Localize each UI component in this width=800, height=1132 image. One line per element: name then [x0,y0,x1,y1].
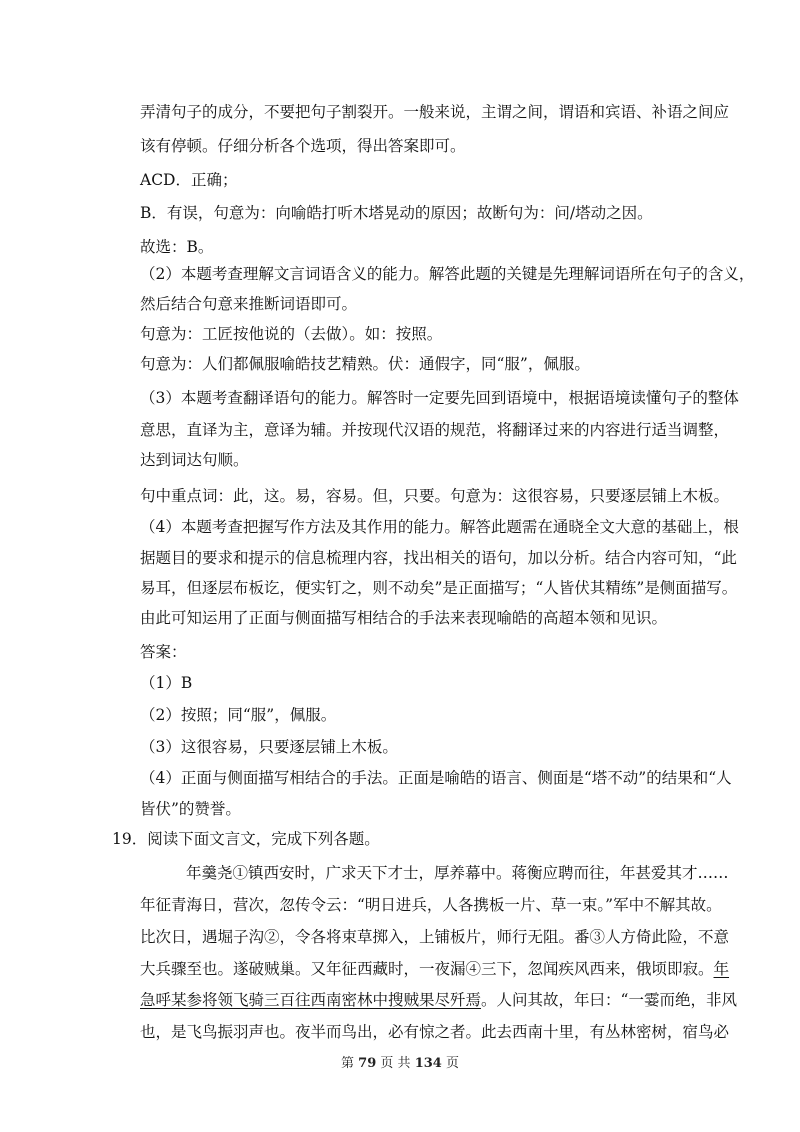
text-line: B．有误，句意为：向喻皓打听木塔晃动的原因；故断句为：问/塔动之因。 [140,204,653,222]
question-heading [112,829,380,849]
passage-line: 年征青海日，营次，忽传令云：“明日进兵，人各携板一片、草一束。”军中不解其故。 [140,896,722,914]
text-line: 由此可知运用了正面与侧面描写相结合的手法来表现喻皓的高超本领和见识。 [140,609,668,627]
footer-prefix: 第 [341,1056,355,1071]
page-footer [0,1052,800,1071]
question-number: 19． [112,830,148,848]
passage-line: 比次日，遇堀子沟②，令各将束草掷入，上铺板片，师行无阻。番③人方倚此险，不意 [140,928,730,946]
text-line: 故选：B。 [140,238,214,256]
text-line: 意思，直译为主，意译为辅。并按现代汉语的规范，将翻译过来的内容进行适当调整， [140,421,730,439]
passage-line [140,959,729,979]
passage-text: 。人问其故，年曰：“一霎而绝，非风 [481,991,737,1009]
text-line: 答案： [140,643,187,661]
text-line: 然后结合句意来推断词语即可。 [140,295,358,313]
text-line: （3）这很容易，只要逐层铺上木板。 [140,738,398,756]
footer-middle: 页 共 [380,1056,411,1071]
passage-text: 大兵骤至也。遂破贼巢。又年征西藏时，一夜漏④三下，忽闻疾风西来，俄顷即寂。 [140,960,714,978]
text-line: （3）本题考查翻译语句的能力。解答时一定要先回到语境中，根据语境读懂句子的整体 [140,389,739,407]
text-line: 句意为：工匠按他说的（去做）。如：按照。 [140,325,443,343]
text-line: （2）本题考查理解文言词语含义的能力。解答此题的关键是先理解词语所在句子的含义， [140,265,755,283]
question-prompt: 阅读下面文言文，完成下列各题。 [147,830,380,848]
underlined-text: 年 [713,960,730,978]
page-number: 79 [358,1056,377,1071]
text-line: 达到词达句顺。 [140,451,249,469]
text-line: （4）正面与侧面描写相结合的手法。正面是喻皓的语言、侧面是“塔不动”的结果和“人 [140,769,732,787]
passage-line: 也，是飞鸟振羽声也。夜半而鸟出，必有惊之者。此去西南十里，有丛林密树，宿鸟必 [140,1023,730,1041]
text-line: （2）按照；同“服”，佩服。 [140,706,337,724]
text-line: 该有停顿。仔细分析各个选项，得出答案即可。 [140,137,466,155]
text-line: 弄清句子的成分，不要把句子割裂开。一般来说，主谓之间，谓语和宾语、补语之间应 [140,103,730,121]
text-line: （1）B [140,674,193,692]
passage-line [140,990,737,1010]
text-line: 句中重点词：此，这。易，容易。但，只要。句意为：这很容易，只要逐层铺上木板。 [140,487,730,505]
text-line: ACD．正确； [140,171,238,189]
text-line: 易耳，但逐层布板讫，便实钉之，则不动矣”是正面描写；“人皆伏其精练”是侧面描写。 [140,579,738,597]
text-line: 皆伏”的赞誉。 [140,800,241,818]
total-pages: 134 [414,1056,442,1071]
text-line: 据题目的要求和提示的信息梳理内容，找出相关的语句，加以分析。结合内容可知，“此 [140,549,737,567]
passage-line: 年羹尧①镇西安时，广求天下才士，厚养幕中。蒋衡应聘而往，年甚爱其才…… [186,864,729,882]
footer-suffix: 页 [445,1056,459,1071]
text-line: 句意为：人们都佩服喻皓技艺精熟。伏：通假字，同“服”，佩服。 [140,355,590,373]
text-line: （4）本题考查把握写作方法及其作用的能力。解答此题需在通晓全文大意的基础上，根 [140,518,739,536]
underlined-text: 急呼某参将领飞骑三百往西南密林中搜贼果尽歼焉 [140,991,482,1009]
